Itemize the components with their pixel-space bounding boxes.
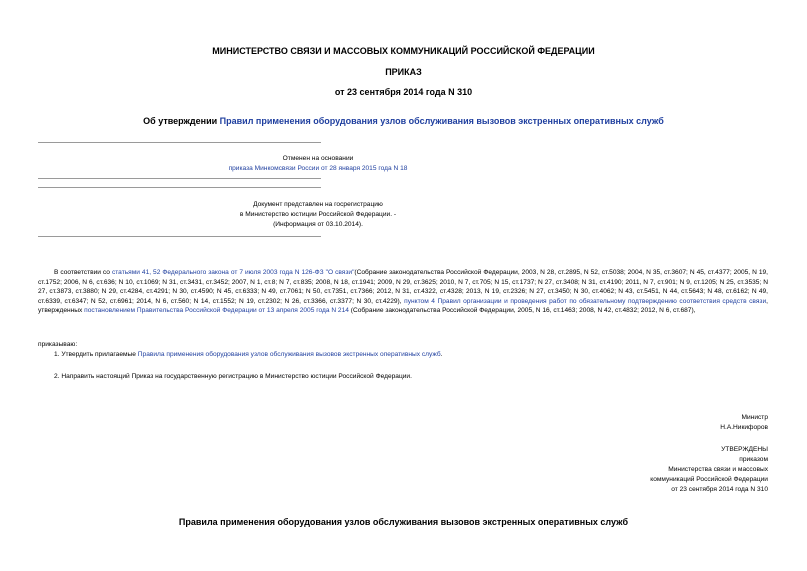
registration-note-line3: (Информация от 03.10.2014). [273, 221, 363, 228]
title-rules-link[interactable]: Правил применения оборудования узлов обслуживания вызовов экстренных оперативных служб [219, 116, 664, 126]
cancel-note-text: Отменен на основании [282, 155, 354, 162]
document-date-number: от 23 сентября 2014 года N 310 [334, 87, 473, 97]
rules-title: Правила применения оборудования узлов обслуживания вызовов экстренных оперативных служб [178, 517, 629, 527]
order-item-1 [54, 350, 768, 360]
divider [38, 236, 321, 237]
approval-line3: Министерства связи и массовых [668, 466, 768, 473]
certification-rules-link[interactable]: пунктом 4 Правил организации и проведения работ по обязательному подтверждению соответствия средств связи [404, 297, 767, 305]
item1-suffix: . [440, 351, 443, 358]
cancel-order-link[interactable]: приказа Минкомсвязи России от 28 января 2015 года N 18 [228, 165, 408, 172]
title-prefix: Об утверждении [143, 116, 220, 126]
approval-line1: УТВЕРЖДЕНЫ [721, 446, 768, 453]
preamble-text-4: (Собрание законодательства Российской Федерации, 2005, N 16, ст.1463; 2008, N 42, ст.4832; 2012, N 6, ст.687), [348, 307, 696, 315]
preamble-paragraph [38, 268, 768, 316]
divider [38, 178, 321, 179]
ministry-heading: МИНИСТЕРСТВО СВЯЗИ И МАССОВЫХ КОММУНИКАЦИЙ РОССИЙСКОЙ ФЕДЕРАЦИИ [212, 46, 595, 56]
item1-prefix: 1. Утвердить прилагаемые [54, 351, 138, 358]
signature-position: Министр [741, 414, 768, 421]
preamble-text-2: (Собрание законодательства Российской Федерации, 2003, N 28, ст.2895, N 52, ст.5038; 2004, N 35, ст.3607; N 45, ст.4377; 2005, N 19, ст.1752; 2006, N 6, ст.636; N 10, ст.1069; N 31, ст.3431, ст.3452; 2007, N 1, ст.8; N 7, ст.835; 2008, N 18, ст.1941; 2009, N 29, ст.3625; 2010, N 7, ст.705; N 15, ст.1737; N 27, ст.3408; N 31, ст.4190; 2011, N 7, ст.901; N 9, ст.1205; N 25, ст.3535; N 27, ст.3873, ст.3880; N 29, ст.4284, ст.4291; N 30, ст.4590; N 45, ст.6333; N 49, ст.7061; N 50, ст.7351, ст.7366; 2012, N 31, ст.4322, ст.4328; 2013, N 19, ст.2326; N 27, ст.3450; N 30, ст.4062; N 43, ст.5451, N 44, ст.5643; N 48, ст.6162; N 49, ст.6339, ст.6347; N 52, ст.6961; 2014, N 6, ст.560; N 14, ст.1552; N 19, ст.2302; N 26, ст.3366, ст.3377; N 30, ст.4229), [38, 269, 768, 305]
cancel-note-link-line [38, 164, 598, 174]
item1-rules-link[interactable]: Правила применения оборудования узлов обслуживания вызовов экстренных оперативных служб [137, 351, 441, 358]
law-articles-link[interactable]: статьями 41, 52 Федерального закона от 7 июля 2003 года N 126-ФЗ "О связи" [111, 269, 355, 276]
divider [38, 142, 321, 143]
preamble-text-1: В соответствии со [54, 269, 112, 276]
preamble-text-3: , утвержденных [38, 297, 768, 315]
signature-name: Н.А.Никифоров [720, 424, 768, 431]
registration-note-line1: Документ представлен на госрегистрацию [253, 201, 383, 208]
approval-line2: приказом [739, 456, 768, 463]
order-item-2: 2. Направить настоящий Приказ на государственную регистрацию в Министерство юстиции Российской Федерации. [54, 373, 412, 380]
document-type: ПРИКАЗ [385, 67, 422, 77]
government-decree-link[interactable]: постановлением Правительства Российской Федерации от 13 апреля 2005 года N 214 [84, 307, 349, 315]
approval-line4: коммуникаций Российской Федерации [650, 476, 768, 483]
divider [38, 187, 321, 188]
approval-line5: от 23 сентября 2014 года N 310 [671, 486, 768, 493]
order-word: приказываю: [38, 341, 78, 348]
registration-note-line2: в Министерство юстиции Российской Федерации. - [239, 211, 397, 218]
document-title [0, 116, 807, 126]
